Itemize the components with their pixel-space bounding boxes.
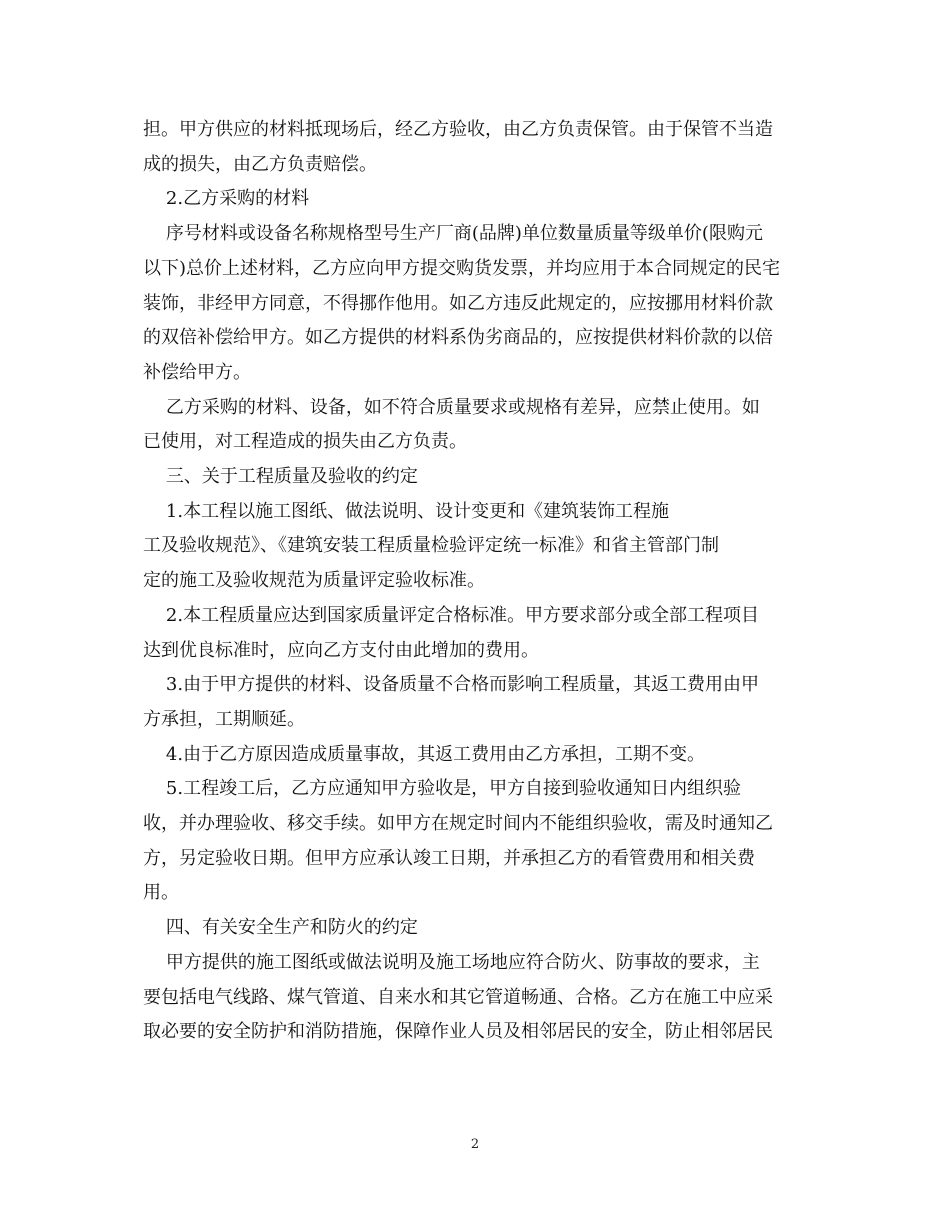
text-line: 3.由于甲方提供的材料、设备质量不合格而影响工程质量，其返工费用由甲 (143, 674, 760, 696)
text-line: 补偿给甲方。 (143, 361, 251, 383)
text-line: 工及验收规范》、《建筑安装工程质量检验评定统一标准》和省主管部门制 (143, 535, 719, 557)
section-heading: 三、关于工程质量及验收的约定 (143, 466, 418, 488)
text-line: 方，另定验收日期。但甲方应承认竣工日期，并承担乙方的看管费用和相关费 (143, 847, 755, 869)
text-line: 收，并办理验收、移交手续。如甲方在规定时间内不能组织验收，需及时通知乙 (143, 813, 773, 835)
text-line: 取必要的安全防护和消防措施，保障作业人员及相邻居民的安全，防止相邻居民 (143, 1021, 773, 1043)
text-line: 用。 (143, 882, 179, 904)
text-line: 甲方提供的施工图纸或做法说明及施工场地应符合防火、防事故的要求，主 (143, 951, 760, 973)
text-line: 序号材料或设备名称规格型号生产厂商(品牌)单位数量质量等级单价(限购元 (143, 223, 763, 245)
text-line: 5.工程竣工后，乙方应通知甲方验收是，甲方自接到验收通知日内组织验 (143, 778, 742, 800)
text-line: 担。甲方供应的材料抵现场后，经乙方验收，由乙方负责保管。由于保管不当造 (143, 119, 773, 140)
text-line: 成的损失，由乙方负责赔偿。 (143, 153, 377, 175)
text-line: 以下)总价上述材料，乙方应向甲方提交购货发票，并均应用于本合同规定的民宅 (143, 257, 781, 279)
section-heading: 四、有关安全生产和防火的约定 (143, 917, 418, 939)
text-line: 方承担，工期顺延。 (143, 708, 305, 730)
text-line: 要包括电气线路、煤气管道、自来水和其它管道畅通、合格。乙方在施工中应采 (143, 986, 773, 1008)
text-line: 4.由于乙方原因造成质量事故，其返工费用由乙方承担，工期不变。 (143, 743, 706, 765)
text-line: 定的施工及验收规范为质量评定验收标准。 (143, 570, 485, 592)
text-line: 乙方采购的材料、设备，如不符合质量要求或规格有差异，应禁止使用。如 (143, 396, 760, 418)
text-line: 的双倍补偿给甲方。如乙方提供的材料系伪劣商品的，应按提供材料价款的以倍 (143, 327, 773, 349)
text-line: 1.本工程以施工图纸、做法说明、设计变更和《建筑装饰工程施 (143, 500, 670, 522)
text-line: 2.本工程质量应达到国家质量评定合格标准。甲方要求部分或全部工程项目 (143, 604, 760, 626)
text-line: 达到优良标准时，应向乙方支付由此增加的费用。 (143, 639, 539, 661)
text-line: 2.乙方采购的材料 (143, 188, 310, 210)
page-number: 2 (470, 1137, 480, 1152)
text-line: 装饰，非经甲方同意，不得挪作他用。如乙方违反此规定的，应按挪用材料价款 (143, 292, 773, 314)
text-line: 已使用，对工程造成的损失由乙方负责。 (143, 431, 467, 453)
body-text (143, 113, 803, 1050)
